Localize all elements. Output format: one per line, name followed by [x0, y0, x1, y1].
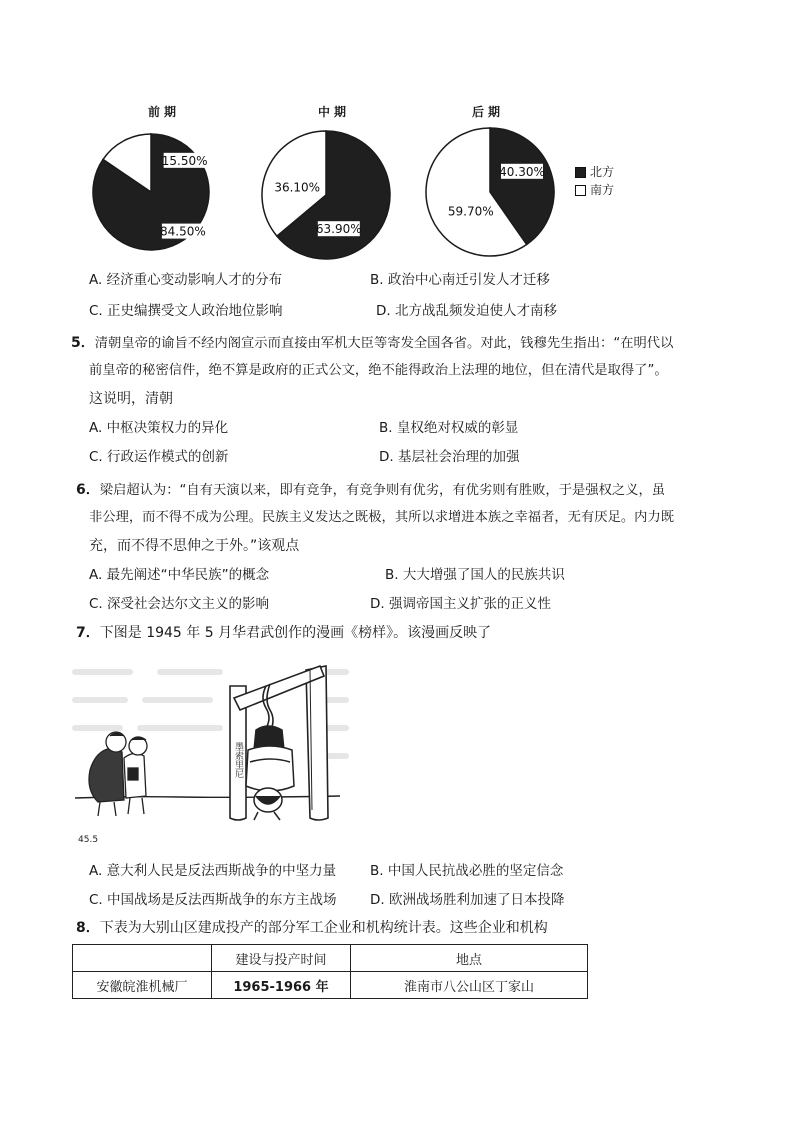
q4-option-a: A. 经济重心变动影响人才的分布 — [89, 272, 283, 288]
factory-table — [72, 944, 588, 999]
q6-option-c: C. 深受社会达尔文主义的影响 — [89, 596, 270, 612]
table-cell: 1965-1966 年 — [212, 972, 351, 999]
cartoon-sign-text: 墨索里尼 — [233, 742, 243, 778]
table-header-cell: 建设与投产时间 — [212, 945, 351, 972]
table-cell: 淮南市八公山区丁家山 — [351, 972, 588, 999]
q8-stem — [76, 918, 548, 938]
q6-text-1: 梁启超认为：“自有天演以来，即有竞争，有竞争则有优劣，有优劣则有胜败，于是强权之义，虽 — [99, 483, 666, 498]
q6-number: 6． — [76, 482, 100, 498]
q6-stem-line-1 — [76, 480, 665, 501]
pie-data-label: 59.70% — [447, 204, 494, 219]
legend-south-label: 南方 — [590, 183, 615, 197]
q5-option-c: C. 行政运作模式的创新 — [89, 449, 229, 465]
q4-option-b: B. 政治中心南迁引发人才迁移 — [370, 272, 550, 288]
q5-stem-line-1 — [71, 333, 673, 354]
q6-stem-line-2: 非公理，而不得不成为公理。民族主义发达之既极，其所以求增进本族之幸福者，无有厌足。内力既 — [89, 510, 675, 525]
pie-chart-middle — [256, 127, 396, 263]
q7-option-b: B. 中国人民抗战必胜的坚定信念 — [370, 863, 564, 879]
q5-option-a: A. 中枢决策权力的异化 — [89, 420, 229, 436]
pie-title-late: 后期 — [472, 105, 505, 119]
q5-text-1: 清朝皇帝的谕旨不经内阁宣示而直接由军机大臣等寄发全国各省。对此，钱穆先生指出：“在明代以 — [94, 336, 674, 351]
pie-title-early: 前期 — [148, 105, 181, 119]
q5-number: 5． — [71, 335, 95, 351]
q4-option-c: C. 正史编撰受文人政治地位影响 — [89, 303, 283, 319]
cartoon-date: 45.5 — [78, 835, 99, 845]
q6-option-a: A. 最先阐述“中华民族”的概念 — [89, 567, 270, 583]
table-header-row — [73, 945, 588, 972]
q4-option-d: D. 北方战乱频发迫使人才南移 — [376, 303, 557, 319]
q6-option-d: D. 强调帝国主义扩张的正义性 — [370, 596, 551, 612]
q5-option-d: D. 基层社会治理的加强 — [379, 449, 520, 465]
q7-number: 7． — [76, 625, 100, 641]
q6-stem-line-3: 充，而不得不思伸之于外。”该观点 — [89, 538, 300, 554]
table-row — [73, 972, 588, 999]
cartoon-illustration — [70, 650, 350, 850]
table-header-cell — [73, 945, 212, 972]
q7-option-a: A. 意大利人民是反法西斯战争的中坚力量 — [89, 863, 337, 879]
legend-north — [575, 164, 614, 180]
hanging-figure — [246, 726, 294, 820]
table-header-cell: 地点 — [351, 945, 588, 972]
legend-south-swatch — [575, 185, 586, 196]
legend-north-label: 北方 — [590, 165, 615, 179]
pie-data-label: 36.10% — [274, 180, 321, 195]
pie-data-label: 63.90% — [315, 222, 362, 237]
q7-text: 下图是 1945 年 5 月华君武创作的漫画《榜样》。该漫画反映了 — [99, 625, 492, 641]
q5-stem-line-3: 这说明，清朝 — [89, 391, 173, 407]
q8-text: 下表为大别山区建成投产的部分军工企业和机构统计表。这些企业和机构 — [99, 920, 548, 936]
spectator-figures — [89, 732, 147, 816]
q6-option-b: B. 大大增强了国人的民族共识 — [385, 567, 565, 583]
pie-data-label: 15.50% — [161, 153, 208, 168]
pie-data-label: 84.50% — [160, 224, 206, 239]
q7-option-c: C. 中国战场是反法西斯战争的东方主战场 — [89, 892, 337, 908]
pie-data-label: 40.30% — [499, 164, 545, 179]
pie-legend — [575, 164, 614, 198]
pie-chart-early — [89, 127, 213, 257]
legend-south — [575, 182, 614, 198]
legend-north-swatch — [575, 167, 586, 178]
q7-stem — [76, 623, 491, 643]
table-cell: 安徽皖淮机械厂 — [73, 972, 212, 999]
pie-chart-late — [424, 124, 556, 260]
q5-option-b: B. 皇权绝对权威的彰显 — [379, 420, 519, 436]
pie-title-middle: 中期 — [318, 105, 351, 119]
q7-option-d: D. 欧洲战场胜利加速了日本投降 — [370, 892, 565, 908]
q8-number: 8． — [76, 920, 100, 936]
q5-stem-line-2: 前皇帝的秘密信件，绝不算是政府的正式公文，绝不能得政治上法理的地位，但在清代是取得了”。 — [89, 363, 668, 378]
